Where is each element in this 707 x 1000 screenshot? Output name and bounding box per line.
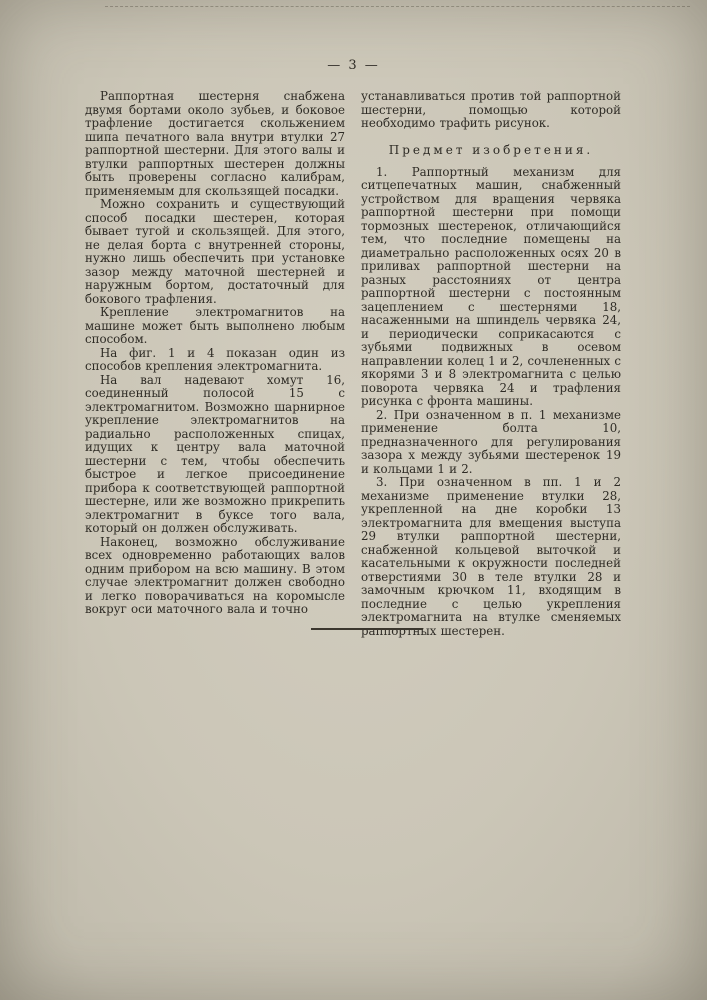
left-paragraph-3: Крепление электромагнитов на машине может быть выполнено любым способом. [85, 305, 345, 346]
left-paragraph-5: На вал надевают хомут 16, соединенный полосой 15 с электромагнитом. Возможно шарнирное укрепление электромагнитов на радиально расположенных спицах, идущих к центру вала маточной шестерни с тем, чтобы обеспечить быстрое и легкое присоединение прибора к соответствующей раппортной шестерне, или же возможно прикрепить электромагнит в буксе того вала, который он должен обслуживать. [85, 372, 345, 535]
right-column [361, 90, 621, 638]
continuation-paragraph: устанавливаться против той раппортной шестерни, помощью которой необходимо трафить рисунок. [361, 89, 621, 130]
claim-1: 1. Раппортный механизм для ситцепечатных машин, снабженный устройством для вращения червяка раппортной шестерни при помощи тормозных шестеренок, отличающийся тем, что последние помещены на диаметрально расположенных осях 20 в приливах раппортной шестерни на разных расстояниях от центра раппортной шестерни с постоянным зацеплением с шестернями 18, насаженными на шпиндель червяка 24, и периодически соприкасаются с зубьями подвижных в осевом направлении колец 1 и 2, сочлененных с якорями 3 и 8 электромагнита с целью поворота червяка 24 и трафления рисунка с фронта машины. [361, 164, 621, 408]
scan-artifact-line [105, 6, 690, 7]
left-column [85, 90, 345, 638]
section-heading: Предмет изобретения. [388, 142, 594, 157]
claim-2: 2. При означенном в п. 1 механизме применение болта 10, предназначенного для регулирования зазора x между зубьями шестеренок 19 и кольцами 1 и 2. [361, 407, 621, 476]
left-paragraph-6: Наконец, возможно обслуживание всех одновременно работающих валов одним прибором на всю машину. В этом случае электромагнит должен свободно и легко поворачиваться на коромысле вокруг оси маточного вала и точно [85, 534, 345, 616]
left-paragraph-4: На фиг. 1 и 4 показан один из способов крепления электромагнита. [85, 345, 345, 373]
end-rule [311, 628, 423, 630]
left-paragraph-2: Можно сохранить и существующий способ посадки шестерен, которая бывает тугой и скользящей. Для этого, не делая борта с внутренней стороны, нужно лишь обеспечить при установке зазор между маточной шестерней и наружным бортом, достаточный для бокового трафления. [85, 197, 345, 306]
page-number: — 3 — [327, 58, 380, 73]
text-columns [85, 90, 622, 638]
left-paragraph-1: Раппортная шестерня снабжена двумя бортами около зубьев, и боковое трафление достигается скольжением шипа печатного вала внутри втулки 27 раппортной шестерни. Для этого валы и втулки раппортных шестерен должны быть проверены согласно калибрам, применяемым для скользящей посадки. [85, 89, 345, 198]
claim-3: 3. При означенном в пп. 1 и 2 механизме применение втулки 28, укрепленной на дне коробки 13 электромагнита для вмещения выступа 29 втулки раппортной шестерни, снабженной кольцевой выточкой и касательными к окружности последней отверстиями 30 в теле втулки 28 и замочным крючком 11, входящим в последние с целью укрепления электромагнита на втулке сменяемых раппортных шестерен. [361, 475, 621, 638]
